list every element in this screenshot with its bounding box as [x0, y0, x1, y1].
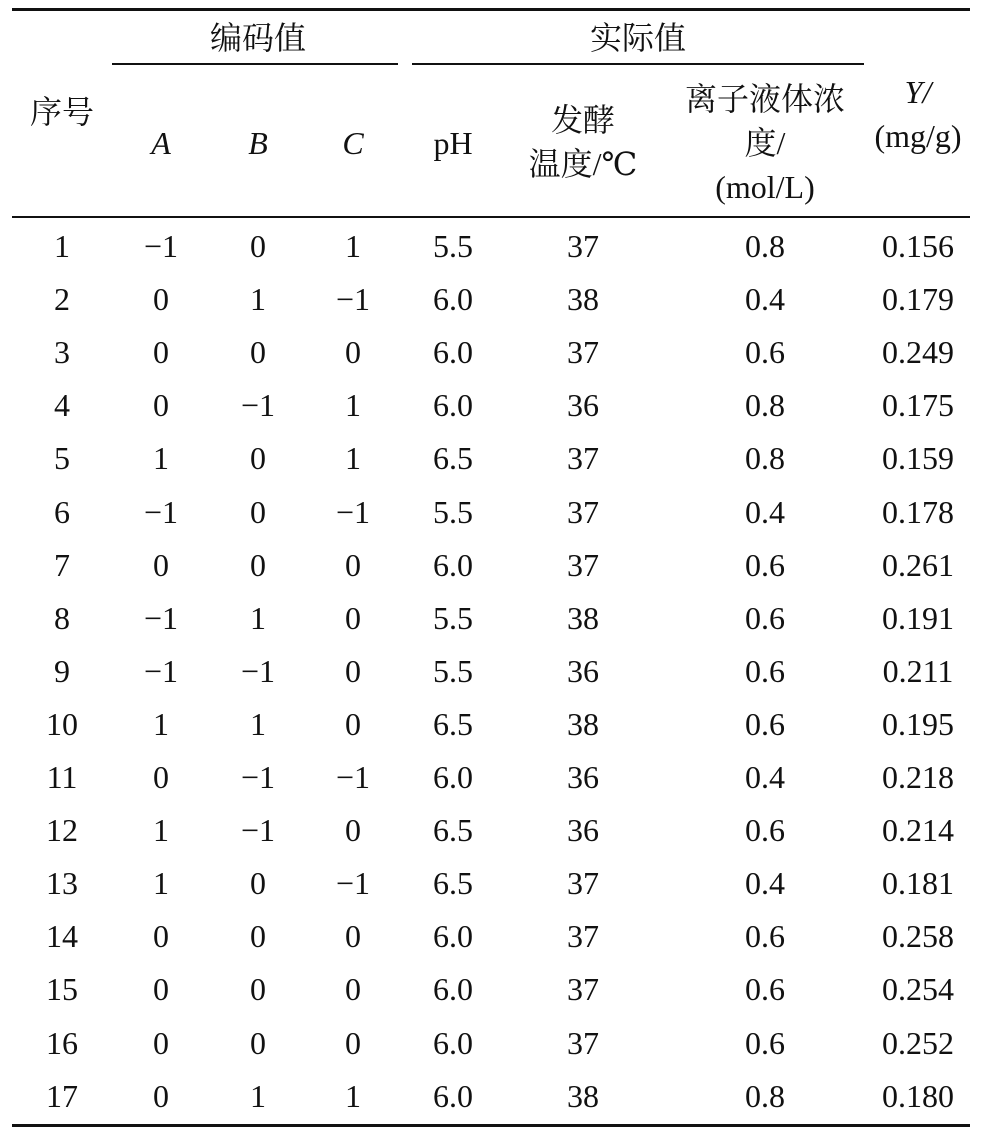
cell-code-c: 1: [345, 1077, 361, 1114]
yield-header-line2: (mg/g): [874, 118, 962, 154]
cell-code-b: 0: [250, 334, 266, 371]
cell-yield: 0.191: [882, 599, 954, 636]
cell-code-a: −1: [143, 228, 179, 264]
cell-code-c: 0: [345, 918, 361, 955]
cell-code-a: 0: [153, 918, 169, 955]
cell-ph: 5.5: [433, 652, 473, 689]
cell-ionic-conc: 0.4: [745, 281, 785, 318]
cell-ionic-conc: 0.6: [745, 546, 785, 583]
cell-temperature: 37: [567, 334, 599, 371]
cell-temperature: 38: [567, 1077, 599, 1114]
cell-temperature: 37: [567, 918, 599, 955]
cell-code-a: 0: [153, 546, 169, 583]
cell-code-b: 0: [250, 228, 266, 264]
cell-ph: 6.0: [433, 918, 473, 955]
cell-ph: 5.5: [433, 599, 473, 636]
coded-col-a-header: A: [151, 125, 171, 161]
cell-code-a: 0: [153, 281, 169, 318]
coded-col-b-header: B: [248, 125, 268, 161]
seq-header: 序号: [29, 94, 95, 130]
cell-code-b: −1: [240, 812, 276, 849]
cell-code-b: 1: [250, 1077, 266, 1114]
top-rule: [12, 8, 970, 11]
cell-seq: 8: [54, 599, 70, 636]
cell-ionic-conc: 0.4: [745, 493, 785, 530]
ionic-liquid-header-line2: 度/: [744, 125, 786, 161]
cell-ionic-conc: 0.6: [745, 334, 785, 371]
ionic-liquid-header-line1: 离子液体浓: [684, 81, 846, 117]
cell-code-a: 1: [153, 865, 169, 902]
cell-ionic-conc: 0.8: [745, 440, 785, 477]
cell-seq: 4: [54, 387, 70, 424]
cell-code-a: −1: [143, 493, 179, 530]
cell-ph: 6.0: [433, 759, 473, 795]
cell-code-a: 0: [153, 1024, 169, 1061]
cell-yield: 0.261: [882, 546, 954, 583]
coded-col-c-header: C: [342, 125, 364, 161]
cell-yield: 0.254: [882, 971, 954, 1008]
ionic-liquid-header-line3: (mol/L): [715, 169, 815, 205]
cell-yield: 0.156: [882, 228, 954, 264]
cell-code-a: 0: [153, 1077, 169, 1114]
cell-yield: 0.258: [882, 918, 954, 955]
cell-yield: 0.175: [882, 387, 954, 424]
temperature-header-line1: 发酵: [550, 102, 616, 138]
cell-seq: 13: [46, 865, 78, 902]
cell-code-b: 0: [250, 918, 266, 955]
yield-header: [874, 70, 961, 158]
yield-header-line1: Y/: [904, 74, 932, 110]
cell-ph: 6.0: [433, 281, 473, 318]
cell-code-a: 0: [153, 759, 169, 795]
design-table: [12, 0, 970, 1143]
cell-yield: 0.214: [882, 812, 954, 849]
cell-code-c: 1: [345, 440, 361, 477]
cell-code-a: −1: [143, 599, 179, 636]
cell-ph: 6.5: [433, 865, 473, 902]
cell-seq: 1: [54, 228, 70, 264]
cell-code-c: 1: [345, 387, 361, 424]
cell-code-b: 0: [250, 865, 266, 902]
cell-code-b: 1: [250, 705, 266, 742]
cell-code-c: 0: [345, 1024, 361, 1061]
cell-temperature: 38: [567, 599, 599, 636]
cell-seq: 7: [54, 546, 70, 583]
cell-seq: 17: [46, 1077, 78, 1114]
cell-code-c: 0: [345, 599, 361, 636]
cell-code-c: 0: [345, 334, 361, 371]
cell-ph: 6.0: [433, 546, 473, 583]
cell-code-c: 1: [345, 228, 361, 264]
temperature-header-line2: 温度/℃: [528, 146, 638, 182]
cell-yield: 0.252: [882, 1024, 954, 1061]
cell-seq: 12: [46, 812, 78, 849]
cell-yield: 0.180: [882, 1077, 954, 1114]
cell-code-a: 0: [153, 971, 169, 1008]
cell-code-c: −1: [335, 865, 371, 902]
cell-code-b: 0: [250, 546, 266, 583]
cell-ionic-conc: 0.4: [745, 759, 785, 795]
cell-ph: 6.0: [433, 1024, 473, 1061]
cell-temperature: 36: [567, 812, 599, 849]
cell-temperature: 38: [567, 281, 599, 318]
cell-code-c: 0: [345, 652, 361, 689]
cell-ph: 5.5: [433, 493, 473, 530]
cell-ph: 6.0: [433, 971, 473, 1008]
cell-temperature: 37: [567, 865, 599, 902]
temperature-header: [529, 98, 638, 186]
cell-seq: 16: [46, 1024, 78, 1061]
cell-seq: 10: [46, 705, 78, 742]
cell-seq: 5: [54, 440, 70, 477]
cell-code-c: 0: [345, 546, 361, 583]
cell-code-a: 1: [153, 440, 169, 477]
cell-ionic-conc: 0.6: [745, 971, 785, 1008]
cell-code-a: 1: [153, 812, 169, 849]
cell-yield: 0.218: [882, 759, 954, 795]
cell-yield: 0.195: [882, 705, 954, 742]
cell-ionic-conc: 0.6: [745, 812, 785, 849]
cell-code-c: −1: [335, 493, 371, 530]
cell-seq: 14: [46, 918, 78, 955]
cell-ionic-conc: 0.6: [745, 652, 785, 689]
cell-code-c: −1: [335, 281, 371, 318]
cell-ph: 6.0: [433, 1077, 473, 1114]
coded-group-rule: [112, 63, 398, 65]
cell-code-c: −1: [335, 759, 371, 795]
cell-ionic-conc: 0.6: [745, 1024, 785, 1061]
cell-seq: 6: [54, 493, 70, 530]
cell-ionic-conc: 0.6: [745, 599, 785, 636]
cell-temperature: 37: [567, 971, 599, 1008]
ph-header: pH: [433, 125, 473, 161]
cell-code-b: 1: [250, 281, 266, 318]
cell-yield: 0.178: [882, 493, 954, 530]
cell-code-c: 0: [345, 971, 361, 1008]
cell-code-a: 0: [153, 387, 169, 424]
cell-ionic-conc: 0.8: [745, 387, 785, 424]
cell-temperature: 36: [567, 652, 599, 689]
cell-code-a: 0: [153, 334, 169, 371]
header-bottom-rule: [12, 216, 970, 218]
cell-code-c: 0: [345, 705, 361, 742]
cell-code-c: 0: [345, 812, 361, 849]
cell-ph: 6.5: [433, 812, 473, 849]
cell-yield: 0.181: [882, 865, 954, 902]
cell-yield: 0.211: [882, 652, 954, 689]
bottom-rule: [12, 1124, 970, 1127]
cell-seq: 9: [54, 652, 70, 689]
cell-ionic-conc: 0.8: [745, 1077, 785, 1114]
cell-ionic-conc: 0.8: [745, 228, 785, 264]
cell-seq: 11: [46, 759, 78, 795]
cell-ph: 6.0: [433, 334, 473, 371]
cell-code-b: −1: [240, 652, 276, 689]
cell-seq: 15: [46, 971, 78, 1008]
cell-temperature: 37: [567, 1024, 599, 1061]
cell-seq: 2: [54, 281, 70, 318]
coded-group-header: 编码值: [209, 20, 307, 56]
cell-temperature: 36: [567, 759, 599, 795]
cell-code-b: −1: [240, 759, 276, 795]
cell-ionic-conc: 0.6: [745, 918, 785, 955]
cell-temperature: 37: [567, 493, 599, 530]
cell-code-b: 0: [250, 971, 266, 1008]
cell-code-a: 1: [153, 705, 169, 742]
cell-temperature: 37: [567, 546, 599, 583]
cell-yield: 0.179: [882, 281, 954, 318]
cell-code-b: 0: [250, 1024, 266, 1061]
cell-temperature: 36: [567, 387, 599, 424]
cell-ph: 6.0: [433, 387, 473, 424]
cell-code-a: −1: [143, 652, 179, 689]
cell-yield: 0.249: [882, 334, 954, 371]
cell-seq: 3: [54, 334, 70, 371]
actual-group-header: 实际值: [589, 20, 687, 56]
ionic-liquid-header: [685, 77, 845, 209]
actual-group-rule: [412, 63, 864, 65]
cell-ionic-conc: 0.4: [745, 865, 785, 902]
cell-ph: 6.5: [433, 705, 473, 742]
cell-code-b: 0: [250, 493, 266, 530]
cell-code-b: 1: [250, 599, 266, 636]
cell-ph: 6.5: [433, 440, 473, 477]
cell-code-b: 0: [250, 440, 266, 477]
cell-temperature: 38: [567, 705, 599, 742]
cell-temperature: 37: [567, 440, 599, 477]
cell-code-b: −1: [240, 387, 276, 424]
cell-ph: 5.5: [433, 228, 473, 264]
cell-temperature: 37: [567, 228, 599, 264]
cell-yield: 0.159: [882, 440, 954, 477]
cell-ionic-conc: 0.6: [745, 705, 785, 742]
